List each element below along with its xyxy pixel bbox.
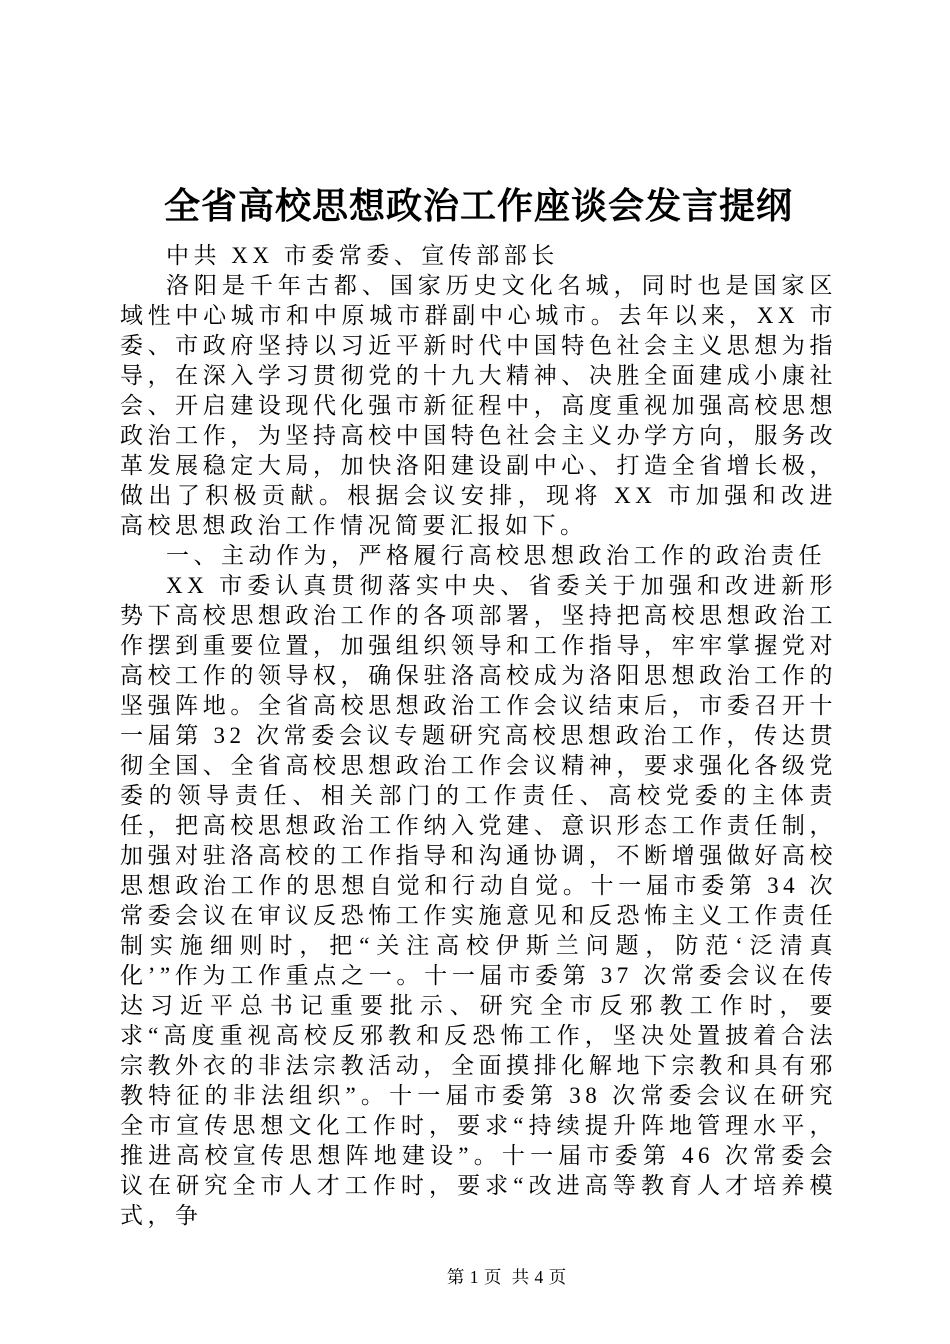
document-title: 全省高校思想政治工作座谈会发言提纲 [163,186,793,226]
paragraph-section-1: XX 市委认真贯彻落实中央、省委关于加强和改进新形势下高校思想政治工作的各项部署，坚持把高校思想政治工作摆到重要位置，加强组织领导和工作指导，牢牢掌握党对高校工作的领导权，确保驻洛高校成为洛阳思想政治工作的坚强阵地。全省高校思想政治工作会议结束后，市委召开十一届第 32 次常委会议专题研究高校思想政治工作，传达贯彻全国、全省高校思想政治工作会议精神，要求强化各级党委的领导责任、相关部门的工作责任、高校党委的主体责任，把高校思想政治工作纳入党建、意识形态工作责任制，加强对驻洛高校的工作指导和沟通协调，不断增强做好高校思想政治工作的思想自觉和行动自觉。十一届市委第 34 次常委会议在审议反恐怖工作实施意见和反恐怖主义工作责任制实施细则时，把“关注高校伊斯兰问题，防范‘泛清真化’”作为工作重点之一。十一届市委第 37 次常委会议在传达习近平总书记重要批示、研究全市反邪教工作时，要求“高度重视高校反邪教和反恐怖工作，坚决处置披着合法宗教外衣的非法宗教活动，全面摸排化解地下宗教和具有邪教特征的非法组织”。十一届市委第 38 次常委会议在研究全市宣传思想文化工作时，要求“持续提升阵地管理水平，推进高校宣传思想阵地建设”。十一届市委第 46 次常委会议在研究全市人才工作时，要求“改进高等教育人才培养模式，争 [120,573,837,1228]
page-number-indicator: 第 1 页 共 4 页 [446,1267,567,1287]
page-footer [22,1241,950,1313]
section-heading-1: 一、主动作为，严格履行高校思想政治工作的政治责任 [166,543,826,568]
byline: 中共 XX 市委常委、宣传部部长 [166,243,559,268]
paragraph-intro: 洛阳是千年古都、国家历史文化名城，同时也是国家区域性中心城市和中原城市群副中心城市。去年以来，XX 市委、市政府坚持以习近平新时代中国特色社会主义思想为指导，在深入学习贯彻党的十九大精神、决胜全面建成小康社会、开启建设现代化强市新征程中，高度重视加强高校思想政治工作，为坚持高校中国特色社会主义办学方向，服务改革发展稳定大局，加快洛阳建设副中心、打造全省增长极，做出了积极贡献。根据会议安排，现将 XX 市加强和改进高校思想政治工作情况简要汇报如下。 [120,273,837,538]
document-body [120,181,837,1231]
